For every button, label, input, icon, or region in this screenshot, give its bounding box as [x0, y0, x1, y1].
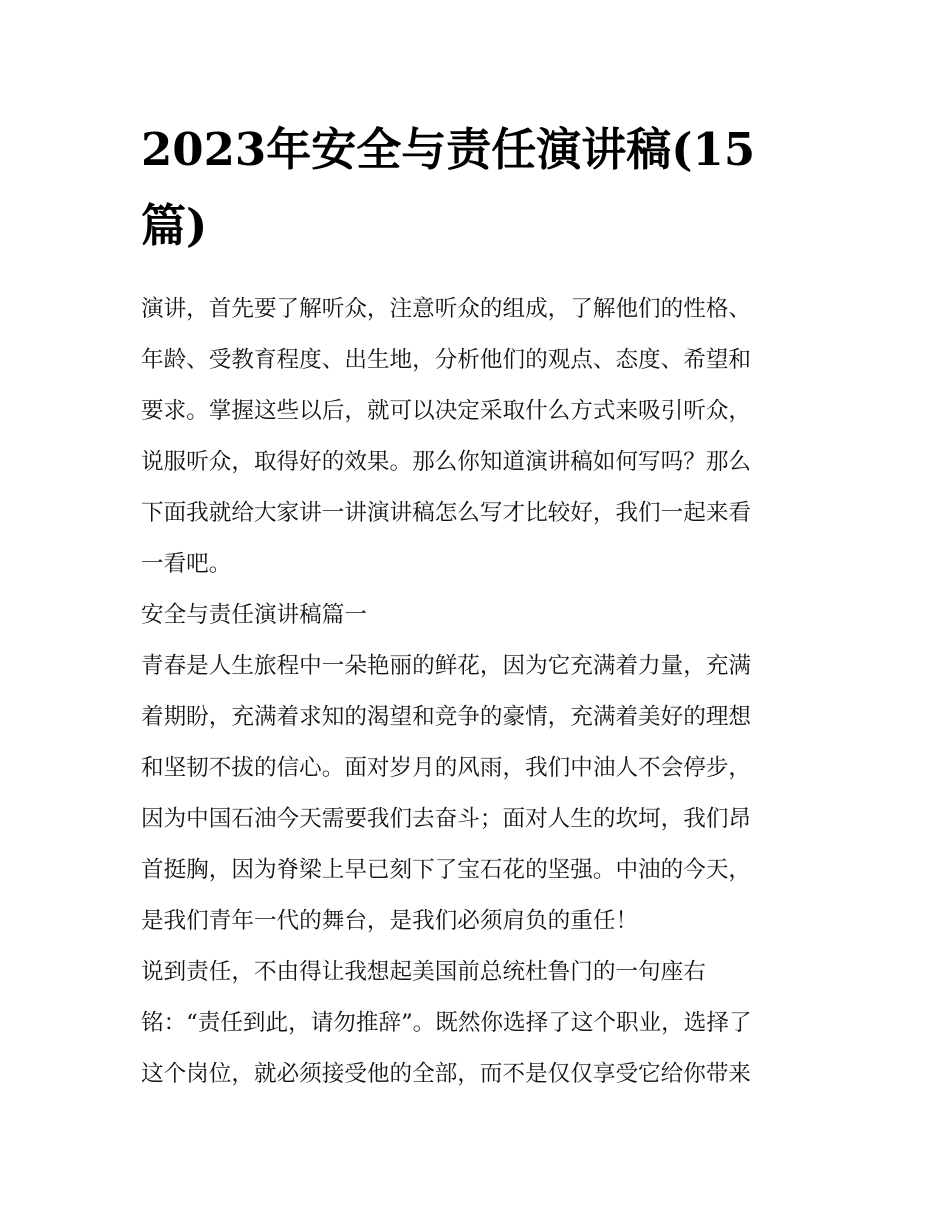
document-content	[141, 112, 815, 1100]
document-title-line-1: 2023年安全与责任演讲稿(15	[141, 123, 756, 176]
document-title-line-2: 篇)	[141, 199, 208, 252]
text-line: 青春是人生旅程中一朵艳丽的鲜花，因为它充满着力量，充满	[141, 653, 752, 679]
body-paragraph	[141, 947, 815, 1100]
text-line: 说到责任，不由得让我想起美国前总统杜鲁门的一句座右	[141, 959, 706, 985]
text-line: 一看吧。	[141, 551, 232, 577]
text-line: 是我们青年一代的舞台，是我们必须肩负的重任！	[141, 908, 639, 934]
text-line: 首挺胸，因为脊梁上早已刻下了宝石花的坚强。中油的今天，	[141, 857, 752, 883]
text-line: 和坚韧不拔的信心。面对岁月的风雨，我们中油人不会停步，	[141, 755, 752, 781]
text-line: 下面我就给大家讲一讲演讲稿怎么写才比较好，我们一起来看	[141, 500, 752, 526]
text-line: 要求。掌握这些以后，就可以决定采取什么方式来吸引听众，	[141, 398, 752, 424]
text-line: 着期盼，充满着求知的渴望和竞争的豪情，充满着美好的理想	[141, 704, 752, 730]
text-line: 演讲，首先要了解听众，注意听众的组成，了解他们的性格、	[141, 296, 752, 322]
section-heading-text: 安全与责任演讲稿篇一	[141, 602, 367, 628]
body-paragraph	[141, 641, 815, 947]
text-line: 年龄、受教育程度、出生地，分析他们的观点、态度、希望和	[141, 347, 752, 373]
text-line: 铭：“责任到此，请勿推辞”。既然你选择了这个职业，选择了	[141, 1010, 752, 1036]
document-body	[141, 284, 815, 1100]
text-line: 因为中国石油今天需要我们去奋斗；面对人生的坎坷，我们昂	[141, 806, 752, 832]
text-line: 说服听众，取得好的效果。那么你知道演讲稿如何写吗？那么	[141, 449, 752, 475]
intro-paragraph	[141, 284, 815, 590]
text-line: 这个岗位，就必须接受他的全部，而不是仅仅享受它给你带来	[141, 1061, 752, 1087]
document-title	[141, 112, 815, 264]
section-heading	[141, 590, 815, 641]
